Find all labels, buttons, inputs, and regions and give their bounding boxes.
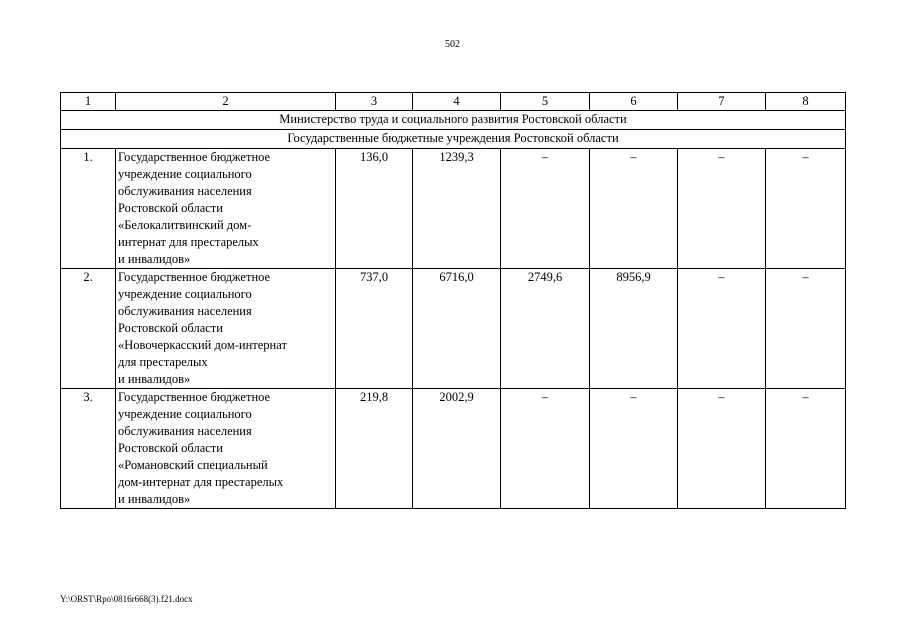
ministry-row	[61, 111, 846, 130]
value-col6: –	[590, 149, 678, 269]
value-col5: 2749,6	[501, 269, 590, 389]
institution-name-line: и инвалидов»	[118, 372, 191, 386]
institution-name-line: интернат для престарелых	[118, 235, 259, 249]
institution-name-line: учреждение социального	[118, 167, 252, 181]
institution-name-line: Ростовской области	[118, 441, 223, 455]
value-col3: 737,0	[336, 269, 413, 389]
institution-name-line: обслуживания населения	[118, 424, 252, 438]
value-col8: –	[766, 149, 846, 269]
header-cell: 8	[766, 93, 846, 111]
institution-name-line: обслуживания населения	[118, 304, 252, 318]
institution-name-line: «Романовский специальный	[118, 458, 268, 472]
header-cell: 6	[590, 93, 678, 111]
table-row	[61, 149, 846, 269]
value-col7: –	[678, 269, 766, 389]
data-table	[60, 92, 846, 509]
institution-name	[116, 389, 336, 509]
value-col6: –	[590, 389, 678, 509]
value-col3: 136,0	[336, 149, 413, 269]
header-cell: 1	[61, 93, 116, 111]
value-col7: –	[678, 149, 766, 269]
value-col5: –	[501, 389, 590, 509]
institution-name-line: и инвалидов»	[118, 492, 191, 506]
value-col4: 1239,3	[413, 149, 501, 269]
page-number: 502	[445, 39, 460, 50]
institution-name-line: учреждение социального	[118, 407, 252, 421]
institution-name-line: «Новочеркасский дом-интернат	[118, 338, 287, 352]
institution-name	[116, 269, 336, 389]
value-col6: 8956,9	[590, 269, 678, 389]
institution-name-line: Государственное бюджетное	[118, 270, 271, 284]
header-cell: 5	[501, 93, 590, 111]
ministry-title: Министерство труда и социального развития Ростовской области	[61, 111, 846, 130]
value-col5: –	[501, 149, 590, 269]
value-col8: –	[766, 269, 846, 389]
header-cell: 2	[116, 93, 336, 111]
table-header-row	[61, 93, 846, 111]
row-number: 3.	[61, 389, 116, 509]
institution-name	[116, 149, 336, 269]
institution-name-line: «Белокалитвинский дом-	[118, 218, 252, 232]
value-col4: 6716,0	[413, 269, 501, 389]
institution-name-line: Ростовской области	[118, 201, 223, 215]
table-row	[61, 269, 846, 389]
institution-name-line: дом-интернат для престарелых	[118, 475, 284, 489]
institution-name-line: Государственное бюджетное	[118, 150, 271, 164]
value-col3: 219,8	[336, 389, 413, 509]
table-row	[61, 389, 846, 509]
institution-name-line: для престарелых	[118, 355, 208, 369]
header-cell: 3	[336, 93, 413, 111]
value-col4: 2002,9	[413, 389, 501, 509]
file-path-footer: Y:\ORST\Rpo\0816r668(3).f21.docx	[60, 594, 193, 604]
header-cell: 7	[678, 93, 766, 111]
institution-name-line: учреждение социального	[118, 287, 252, 301]
institutions-group-row	[61, 130, 846, 149]
row-number: 1.	[61, 149, 116, 269]
institution-name-line: Государственное бюджетное	[118, 390, 271, 404]
row-number: 2.	[61, 269, 116, 389]
institutions-group-title: Государственные бюджетные учреждения Ростовской области	[61, 130, 846, 149]
value-col7: –	[678, 389, 766, 509]
value-col8: –	[766, 389, 846, 509]
institution-name-line: и инвалидов»	[118, 252, 191, 266]
institution-name-line: обслуживания населения	[118, 184, 252, 198]
header-cell: 4	[413, 93, 501, 111]
institution-name-line: Ростовской области	[118, 321, 223, 335]
